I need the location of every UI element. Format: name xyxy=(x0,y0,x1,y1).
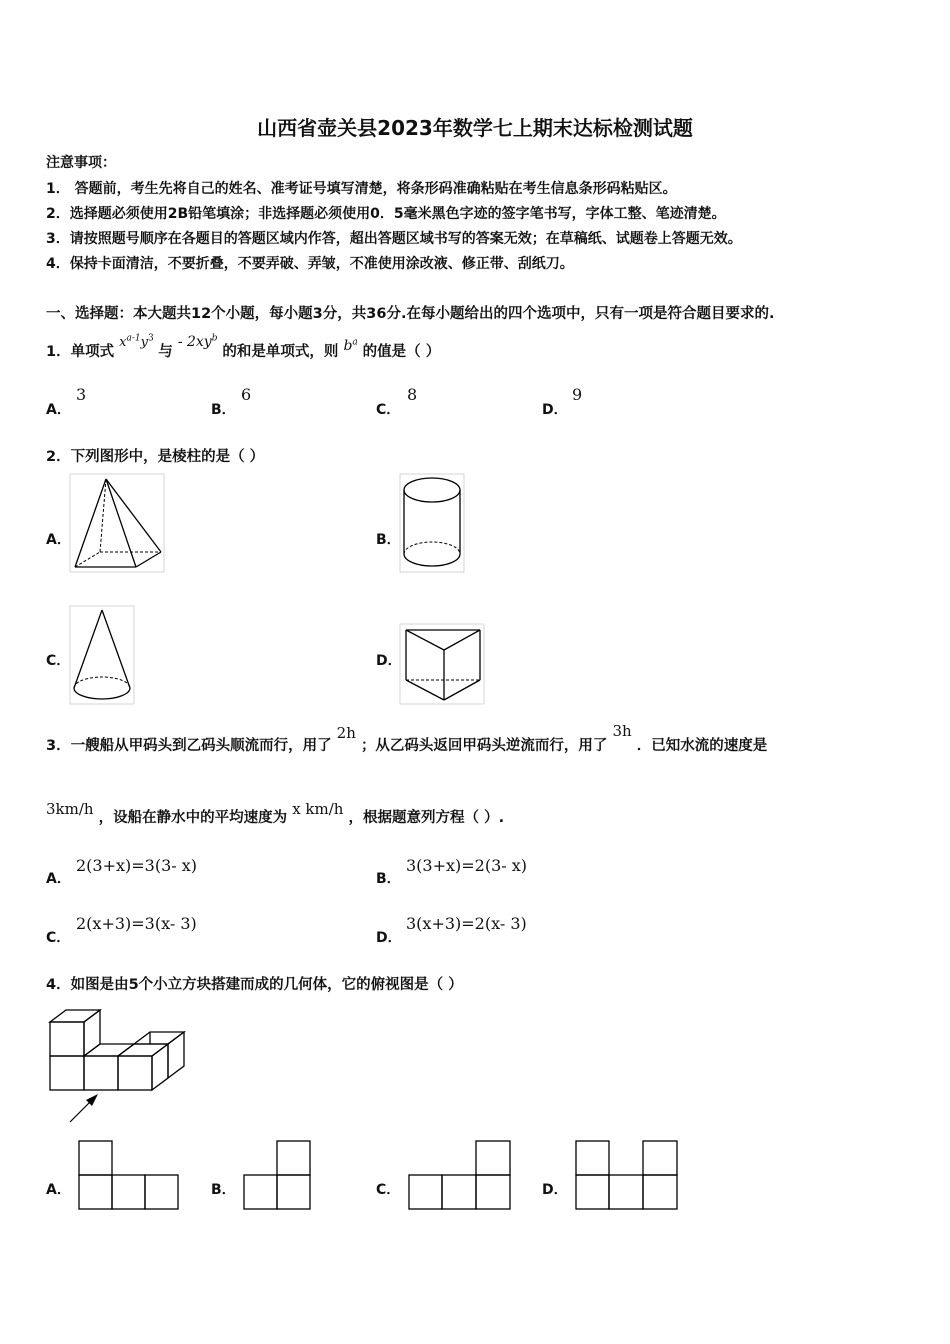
q3-option-b-value: 3(3+x)=2(3- x) xyxy=(406,856,528,875)
q4-option-b-grid xyxy=(243,1140,315,1212)
q3-option-a-label[interactable]: A． xyxy=(46,871,71,887)
q2-option-b-label[interactable]: B． xyxy=(376,532,401,548)
q1-option-c-label[interactable]: C． xyxy=(376,402,401,418)
notice-item-4: 4．保持卡面清洁，不要折叠，不要弄破、弄皱，不准使用涂改液、修正带、刮纸刀。 xyxy=(46,256,574,272)
notice-item-1: 1． 答题前，考生先将自己的姓名、准考证号填写清楚，将条形码准确粘贴在考生信息条形码粘贴区。 xyxy=(46,181,677,197)
q3-option-b-label[interactable]: B． xyxy=(376,871,401,887)
q1-option-d-label[interactable]: D． xyxy=(542,402,568,418)
q3-part4: ，设船在静水中的平均速度为 xyxy=(98,810,288,826)
q4-option-d-label[interactable]: D． xyxy=(542,1182,568,1198)
q1-term2: - 2xy xyxy=(177,334,212,350)
q1-connector: 与 xyxy=(158,344,173,360)
q2-option-d-label[interactable]: D． xyxy=(376,653,402,669)
q1-option-b-label[interactable]: B． xyxy=(211,402,236,418)
question-1 xyxy=(46,333,441,361)
q3-part1: 3．一艘船从甲码头到乙码头顺流而行，用了 xyxy=(46,738,332,754)
q1-term1: x xyxy=(119,335,127,350)
notice-heading: 注意事项： xyxy=(46,155,116,171)
question-4: 4．如图是由5个小立方块搭建而成的几何体，它的俯视图是（ ） xyxy=(46,977,463,993)
q3-part2: ；从乙码头返回甲码头逆流而行，用了 xyxy=(360,738,608,754)
q4-option-a-label[interactable]: A． xyxy=(46,1182,71,1198)
q3-time2: 3h xyxy=(612,722,632,740)
q2-option-c-label[interactable]: C． xyxy=(46,653,71,669)
q1-option-a-label[interactable]: A． xyxy=(46,402,71,418)
question-3-line2 xyxy=(46,800,505,827)
q1-term1-exp: a-1 xyxy=(126,333,141,344)
cube-assembly-figure xyxy=(46,1008,191,1128)
q1-term1-y: y xyxy=(140,335,148,350)
q4-option-d-grid xyxy=(575,1140,681,1212)
q1-mid: 的和是单项式，则 xyxy=(222,344,339,360)
q3-option-c-label[interactable]: C． xyxy=(46,930,71,946)
q3-option-d-value: 3(x+3)=2(x- 3) xyxy=(406,914,527,933)
notice-item-3: 3．请按照题号顺序在各题目的答题区域内作答，超出答题区域书写的答案无效；在草稿纸、试题卷上答题无效。 xyxy=(46,231,742,247)
section-heading: 一、选择题：本大题共12个小题，每小题3分，共36分.在每小题给出的四个选项中，只有一项是符合题目要求的. xyxy=(46,306,775,322)
q3-option-a-value: 2(3+x)=3(3- x) xyxy=(76,856,198,875)
q2-option-a-label[interactable]: A． xyxy=(46,532,71,548)
question-3-line1 xyxy=(46,722,768,755)
q1-term1-yexp: 3 xyxy=(148,333,154,344)
q3-part5: ，根据题意列方程（ ）. xyxy=(348,810,505,826)
q1-option-c-value: 8 xyxy=(407,385,418,404)
q3-speed: 3km/h xyxy=(46,800,94,818)
page-title: 山西省壶关县2023年数学七上期末达标检测试题 xyxy=(257,116,693,140)
notice-item-2: 2．选择题必须使用2B铅笔填涂；非选择题必须使用0．5毫米黑色字迹的签字笔书写，字体工整、笔迹清楚。 xyxy=(46,206,726,222)
q1-option-a-value: 3 xyxy=(76,385,87,404)
q4-option-a-grid xyxy=(78,1140,182,1212)
question-2: 2．下列图形中，是棱柱的是（ ） xyxy=(46,449,265,465)
q4-option-c-label[interactable]: C． xyxy=(376,1182,401,1198)
cone-figure xyxy=(70,606,136,706)
q1-option-d-value: 9 xyxy=(572,385,583,404)
q3-option-c-value: 2(x+3)=3(x- 3) xyxy=(76,914,197,933)
q1-term3: b xyxy=(343,338,353,354)
q3-var-speed: x km/h xyxy=(292,800,344,818)
q1-term3-exp: a xyxy=(352,337,358,348)
pyramid-figure xyxy=(70,474,165,574)
q4-option-b-label[interactable]: B． xyxy=(211,1182,236,1198)
q4-option-c-grid xyxy=(408,1140,514,1212)
q3-part3: ．已知水流的速度是 xyxy=(636,738,768,754)
q1-option-b-value: 6 xyxy=(241,385,252,404)
q1-term2-exp: b xyxy=(211,333,218,344)
triangular-prism-figure xyxy=(400,624,486,706)
q3-option-d-label[interactable]: D． xyxy=(376,930,402,946)
q1-suffix: 的值是（ ） xyxy=(362,344,441,360)
q1-prefix: 1．单项式 xyxy=(46,344,115,360)
cylinder-figure xyxy=(400,474,466,574)
q3-time1: 2h xyxy=(336,724,356,742)
